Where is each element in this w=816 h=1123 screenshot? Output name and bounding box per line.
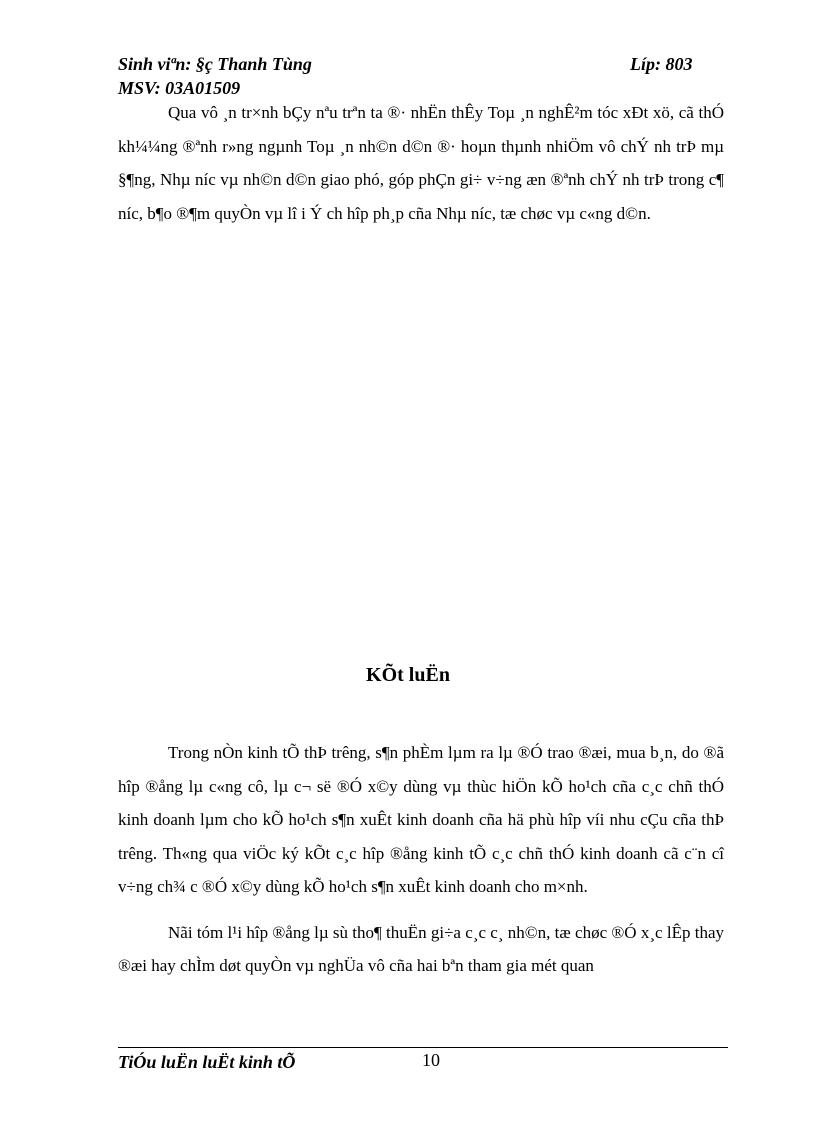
page-number: 10 bbox=[422, 1050, 440, 1070]
paragraph: Trong nÒn kinh tÕ thÞ trêng, s¶n phÈm lµm ra lµ ®Ó trao ®æi, mua b¸n, do ®ã hîp ®ång lµ c«ng cô, lµ c¬ së ®Ó x©y dùng vµ thùc hiÖn kÕ ho¹ch cña c¸c chñ thÓ kinh doanh lµm cho kÕ ho¹ch s¶n xuÊt kinh doanh cña hä phù hîp víi nhu cÇu cña thÞ trêng. Th«ng qua viÖc ký kÕt c¸c hîp ®ång kinh tÕ c¸c chñ thÓ kinh doanh cã c¨n cî v÷ng ch¾ c ®Ó x©y dùng kÕ ho¹ch s¶n xuÊt kinh doanh cho m×nh. bbox=[118, 743, 724, 896]
page-header-left bbox=[118, 52, 312, 100]
paragraph: Qua vô ¸n tr×nh bÇy nªu trªn ta ®· nhËn thÊy Toµ ¸n nghÊ²m tóc xÐt xö, cã thÓ kh¼¼ng ®ªnh r»ng ngµnh Toµ ¸n nh©n d©n ®· hoµn thµnh nhiÖm vô chÝ nh trÞ mµ §¶ng, Nhµ níc vµ nh©n d©n giao phó, góp phÇn gi÷ v÷ng æn ®ªnh chÝ nh trÞ trong c¶ níc, b¶o ®¶m quyÒn vµ lî i Ý ch hîp ph¸p cña Nhµ níc, tæ chøc vµ c«ng d©n. bbox=[118, 103, 724, 223]
body-text bbox=[118, 96, 724, 230]
conclusion-text bbox=[118, 736, 724, 983]
student-name: Sinh viªn: §ç Thanh Tùng bbox=[118, 54, 312, 74]
class-label: Líp: 803 bbox=[630, 54, 693, 74]
footer-title: TiÓu luËn luËt kinh tÕ bbox=[118, 1052, 296, 1072]
paragraph: Nãi tóm l¹i hîp ®ång lµ sù tho¶ thuËn gi÷a c¸c c¸ nh©n, tæ chøc ®Ó x¸c lÊp thay ®æi hay chÌm døt quyÒn vµ nghÜa vô cña hai bªn tham gia mét quan bbox=[118, 922, 724, 975]
student-id: MSV: 03A01509 bbox=[118, 78, 241, 98]
section-heading: KÕt luËn bbox=[366, 664, 450, 686]
